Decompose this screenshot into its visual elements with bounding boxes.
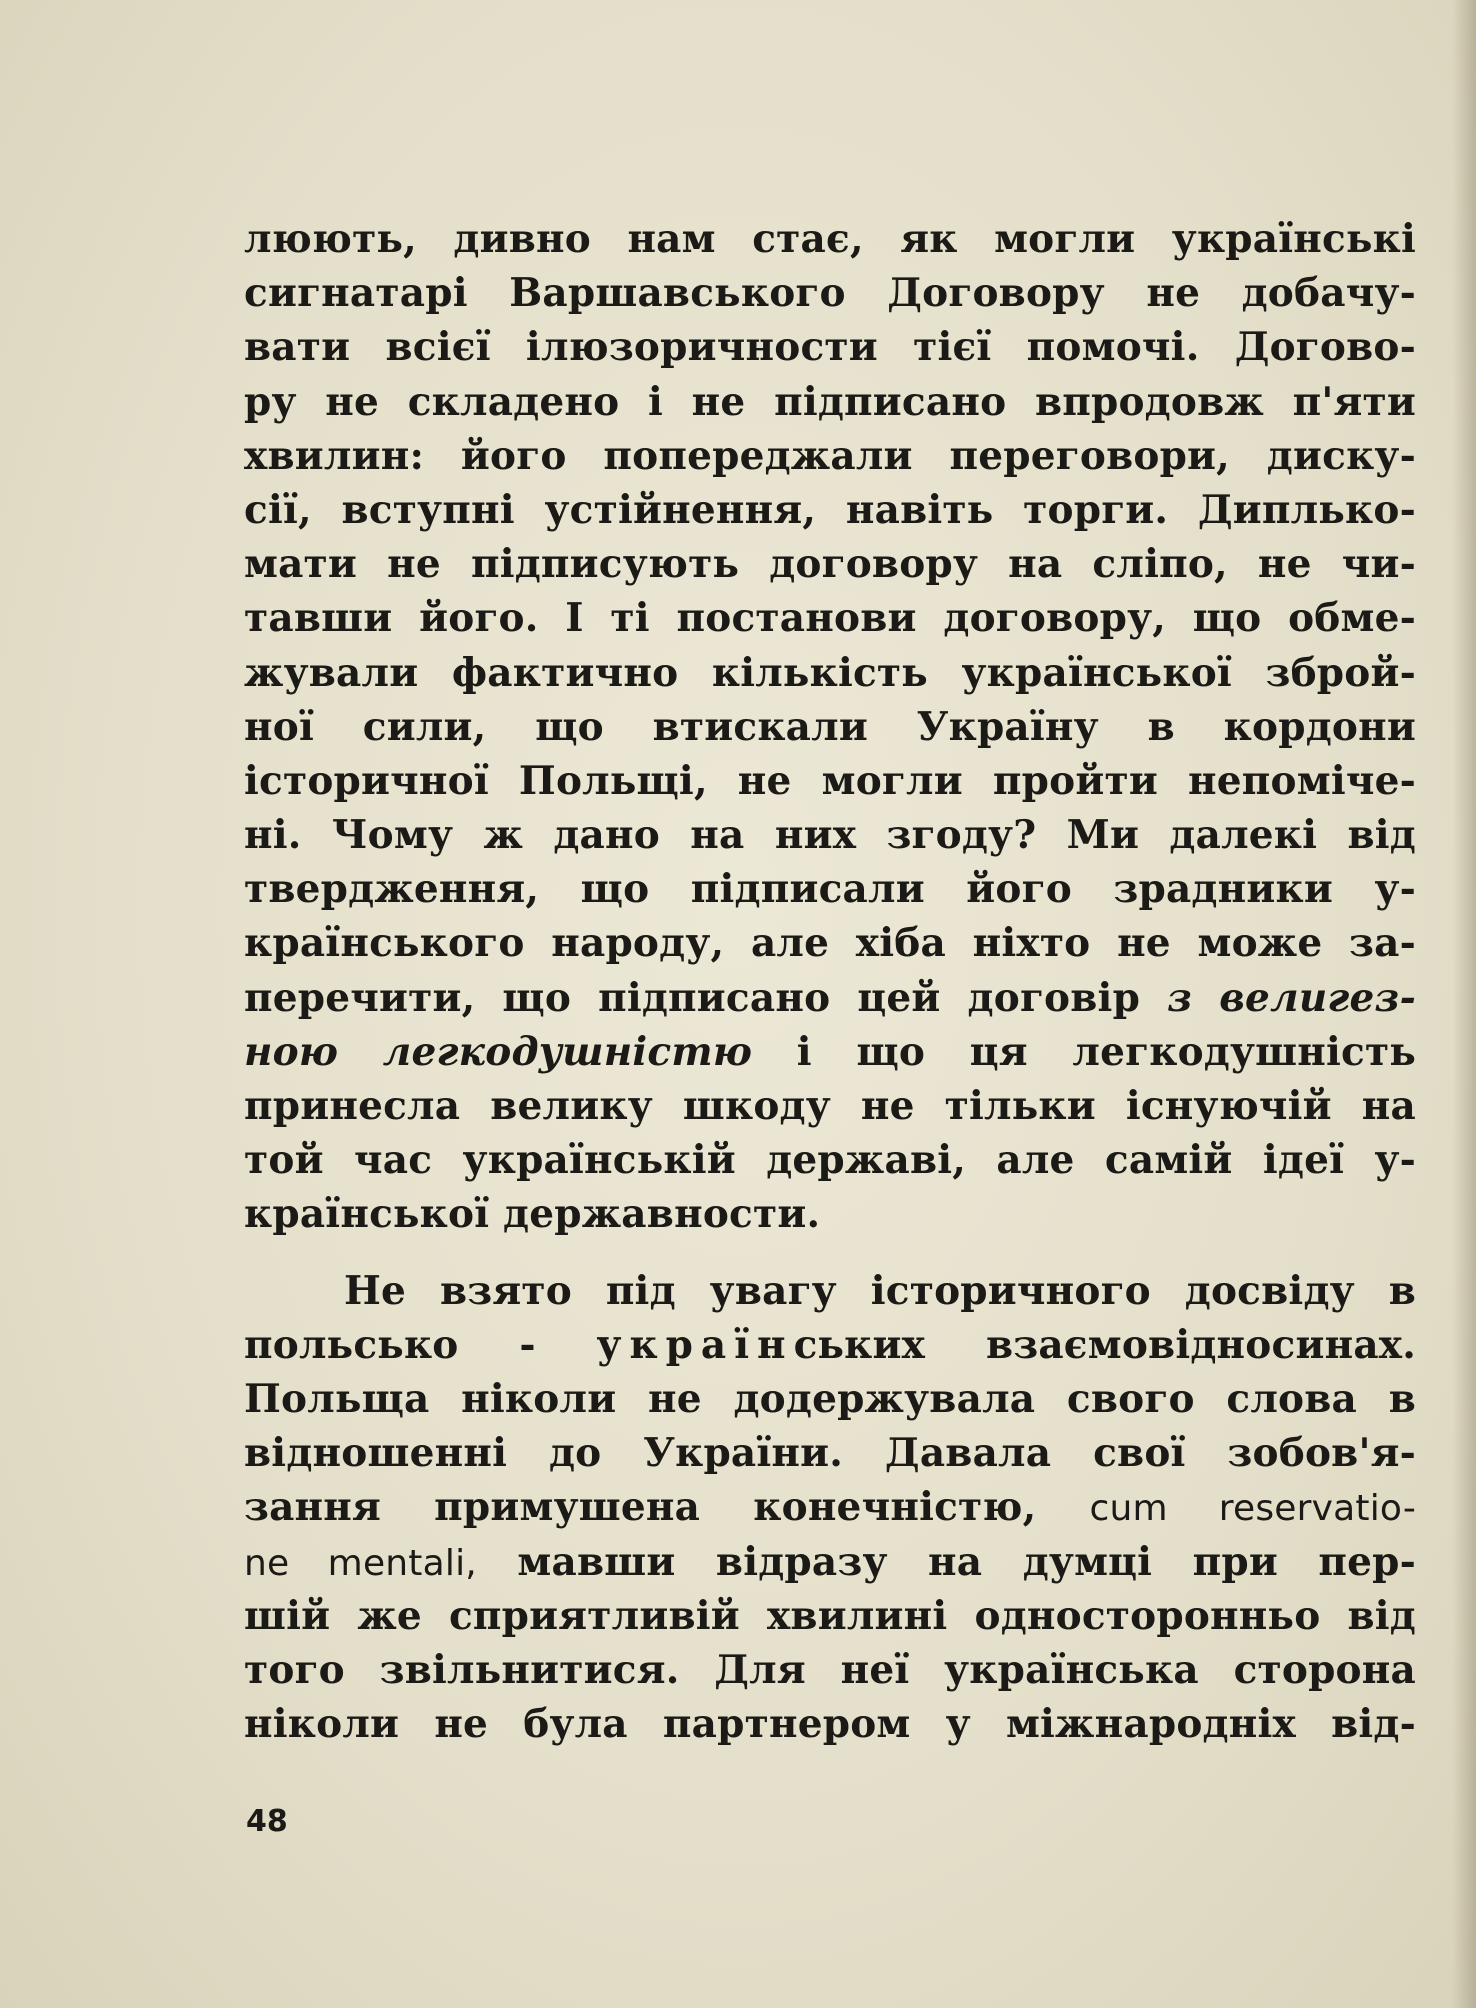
text-line: вати всієї ілюзоричности тієї помочі. Догово- [244, 324, 1416, 371]
text-segment: мавши відразу на думці при пер- [517, 1538, 1417, 1585]
spaced-word: україн [596, 1321, 794, 1368]
text-line: шій же сприятливій хвилині односторонньо від [244, 1592, 1416, 1639]
text-line: того звільнитися. Для неї українська сторона [244, 1646, 1416, 1693]
text-line: той час українській державі, але самій ідеї у- [244, 1137, 1416, 1184]
text-line: ніколи не була партнером у міжнародніх від- [244, 1701, 1416, 1748]
text-line: мати не підписують договору на сліпо, не чи- [244, 541, 1416, 588]
text-line: Не взято під увагу історичного досвіду в [344, 1267, 1416, 1314]
text-line-mixed [244, 1480, 1416, 1534]
text-line: твердження, що підписали його зрадники у- [244, 866, 1416, 913]
italic-emphasis: з велигез- [1167, 974, 1416, 1021]
text-line: відношенні до України. Давала свої зобов'я- [244, 1430, 1416, 1477]
text-segment: польсько - [244, 1321, 536, 1368]
text-line-mixed [244, 1535, 1416, 1589]
text-segment: взаємовідносинах. [985, 1321, 1417, 1368]
text-line: країнської державности. [244, 1191, 821, 1238]
text-line: хвилин: його попереджали переговори, диску- [244, 432, 1416, 479]
text-line: жували фактично кількість української зброй- [244, 649, 1416, 696]
text-line: тавши його. І ті постанови договору, що обме- [244, 595, 1416, 642]
text-segment: перечити, що підписано цей договір [244, 974, 1141, 1021]
text-line: ної сили, що втискали Україну в кордони [244, 703, 1416, 750]
text-line: сигнатарі Варшавського Договору не добачу- [244, 270, 1416, 317]
latin-phrase: cum reservatio- [1089, 1488, 1417, 1530]
text-line: сії, вступні устійнення, навіть торги. Диплько- [244, 486, 1416, 533]
text-segment: ських [793, 1321, 926, 1368]
paragraph-gap [244, 1242, 1416, 1264]
text-line-mixed [244, 971, 1416, 1025]
text-line: країнського народу, але хіба ніхто не може за- [244, 920, 1416, 967]
page-number: 48 [246, 1804, 288, 1839]
text-line: принесла велику шкоду не тільки існуючій на [244, 1083, 1416, 1129]
text-segment: зання примушена конечністю, [244, 1484, 1037, 1531]
text-line: ні. Чому ж дано на них згоду? Ми далекі від [244, 812, 1416, 859]
main-text [244, 212, 1416, 1751]
page-edge-shadow [1452, 0, 1476, 2008]
text-line-mixed [244, 1318, 1416, 1372]
text-line-mixed [244, 1025, 1416, 1079]
text-line: Польща ніколи не додержувала свого слова в [244, 1375, 1416, 1422]
latin-phrase: ne mentali, [244, 1542, 477, 1584]
text-segment: і що ця легкодушність [796, 1028, 1416, 1075]
text-line: ру не складено і не підписано впродовж п'яти [244, 378, 1416, 425]
italic-emphasis: ною легкодушністю [244, 1028, 753, 1075]
text-line: історичної Польщі, не могли пройти непоміче- [244, 757, 1416, 804]
text-line: люють, дивно нам стає, як могли українські [244, 216, 1416, 262]
